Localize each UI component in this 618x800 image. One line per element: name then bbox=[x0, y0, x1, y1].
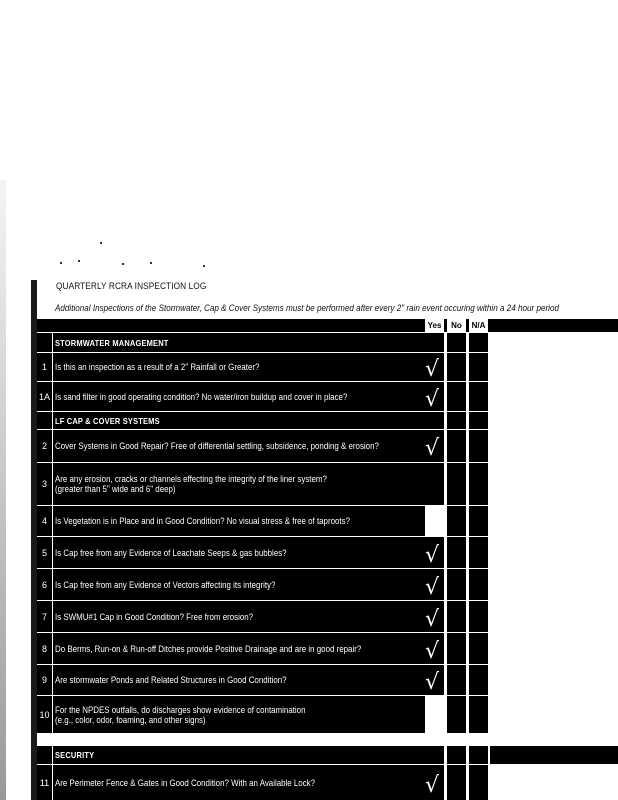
question-line: Is Cap free from any Evidence of Leachate Seeps & gas bubbles? bbox=[55, 547, 287, 558]
row-number: 6 bbox=[37, 569, 52, 600]
question-line-2: (e.g., color, odor, foaming, and other signs) bbox=[55, 714, 206, 725]
answer-cell-yes[interactable] bbox=[425, 746, 444, 764]
answer-cell-na[interactable] bbox=[469, 353, 488, 381]
blank-margin bbox=[490, 601, 618, 632]
blank-margin bbox=[490, 665, 618, 695]
question-text bbox=[53, 569, 427, 600]
row-number: 9 bbox=[37, 665, 52, 695]
table-row bbox=[37, 463, 618, 505]
answer-cell-na[interactable] bbox=[469, 506, 488, 536]
blank-margin bbox=[490, 537, 618, 568]
blank-margin bbox=[490, 333, 618, 352]
row-number: 4 bbox=[37, 506, 52, 536]
section-header bbox=[37, 333, 618, 352]
section-label: LF CAP & COVER SYSTEMS bbox=[55, 415, 160, 426]
check-mark-yes: √ bbox=[425, 386, 440, 412]
table-row bbox=[37, 633, 618, 664]
section-label: STORMWATER MANAGEMENT bbox=[55, 337, 169, 348]
table-row bbox=[37, 353, 618, 381]
table-row bbox=[37, 382, 618, 411]
question-line: Is Cap free from any Evidence of Vectors affecting its integrity? bbox=[55, 579, 276, 590]
question-text bbox=[53, 633, 427, 664]
blank-margin bbox=[490, 353, 618, 381]
row-number bbox=[37, 333, 52, 352]
check-mark-yes: √ bbox=[425, 542, 440, 568]
row-number bbox=[37, 412, 52, 429]
blank-margin bbox=[490, 412, 618, 429]
table-row bbox=[37, 569, 618, 600]
table-row bbox=[37, 506, 618, 536]
answer-cell-na[interactable] bbox=[469, 696, 488, 733]
question-line: Are any erosion, cracks or channels effecting the integrity of the liner system? bbox=[55, 474, 327, 484]
blank-margin bbox=[490, 633, 618, 664]
blank-margin bbox=[490, 569, 618, 600]
question-text bbox=[53, 506, 427, 536]
answer-cell-na[interactable] bbox=[469, 601, 488, 632]
row-number: 1 bbox=[37, 353, 52, 381]
section-header bbox=[37, 746, 618, 764]
blank-margin bbox=[490, 696, 618, 733]
column-no: No bbox=[447, 319, 466, 332]
answer-cell-yes[interactable] bbox=[425, 506, 444, 536]
answer-cell-no[interactable] bbox=[447, 412, 466, 429]
answer-cell-yes[interactable] bbox=[425, 412, 444, 429]
section-title bbox=[53, 333, 427, 352]
question-line: Are stormwater Ponds and Related Structures in Good Condition? bbox=[55, 675, 287, 685]
column-header-bar bbox=[37, 319, 618, 332]
question-text bbox=[53, 765, 427, 800]
answer-cell-no[interactable] bbox=[447, 382, 466, 411]
scan-specks bbox=[60, 236, 220, 276]
answer-cell-na[interactable] bbox=[469, 633, 488, 664]
row-number: 7 bbox=[37, 601, 52, 632]
question-line: Is sand filter in good operating condition? No water/iron buildup and cover in place? bbox=[55, 391, 348, 402]
question-line: Is Vegetation is in Place and in Good Condition? No visual stress & free of taproots? bbox=[55, 516, 350, 526]
check-mark-no: √ bbox=[449, 474, 464, 499]
table-row bbox=[37, 765, 618, 800]
answer-cell-no[interactable] bbox=[447, 430, 466, 462]
answer-cell-no[interactable] bbox=[447, 665, 466, 695]
answer-cell-no[interactable] bbox=[447, 353, 466, 381]
answer-cell-na[interactable] bbox=[469, 746, 488, 764]
question-text bbox=[53, 601, 427, 632]
answer-cell-no[interactable] bbox=[447, 765, 466, 800]
answer-cell-no[interactable] bbox=[447, 601, 466, 632]
answer-cell-na[interactable] bbox=[469, 537, 488, 568]
blank-margin bbox=[490, 765, 618, 800]
row-number: 1A bbox=[37, 382, 52, 411]
question-text bbox=[53, 382, 427, 411]
check-mark-yes: √ bbox=[425, 772, 440, 798]
answer-cell-yes[interactable] bbox=[425, 333, 444, 352]
blank-margin bbox=[490, 463, 618, 505]
table-row bbox=[37, 537, 618, 568]
answer-cell-no[interactable] bbox=[447, 333, 466, 352]
section-title bbox=[53, 746, 427, 764]
question-text bbox=[53, 696, 427, 733]
question-text bbox=[53, 463, 427, 505]
answer-cell-yes[interactable] bbox=[425, 463, 444, 505]
answer-cell-no[interactable] bbox=[447, 506, 466, 536]
inspection-note: Additional Inspections of the Stormwater, Cap & Cover Systems must be performed after every 2" rain event occuring within a 24 hour period bbox=[55, 303, 559, 313]
question-line: Do Berms, Run-on & Run-off Ditches provide Positive Drainage and are in good repair? bbox=[55, 643, 362, 654]
answer-cell-no[interactable] bbox=[447, 746, 466, 764]
question-line: For the NPDES outfalls, do discharges show evidence of contamination bbox=[55, 704, 306, 715]
answer-cell-na[interactable] bbox=[469, 765, 488, 800]
scan-edge-shadow bbox=[0, 180, 6, 800]
check-mark-yes: √ bbox=[425, 574, 440, 600]
row-number: 2 bbox=[37, 430, 52, 462]
row-number bbox=[37, 746, 52, 764]
answer-cell-no[interactable] bbox=[447, 633, 466, 664]
section-header bbox=[37, 412, 618, 429]
blank-margin bbox=[490, 506, 618, 536]
column-yes: Yes bbox=[425, 319, 444, 332]
check-mark-yes: √ bbox=[425, 606, 440, 632]
row-number: 10 bbox=[37, 696, 52, 733]
blank-margin bbox=[490, 746, 618, 764]
answer-cell-no[interactable] bbox=[447, 537, 466, 568]
answer-cell-na[interactable] bbox=[469, 382, 488, 411]
answer-cell-na[interactable] bbox=[469, 430, 488, 462]
blank-margin bbox=[490, 430, 618, 462]
table-row bbox=[37, 601, 618, 632]
check-mark-yes: √ bbox=[425, 357, 440, 382]
answer-cell-na[interactable] bbox=[469, 333, 488, 352]
answer-cell-na[interactable] bbox=[469, 665, 488, 695]
question-line: Cover Systems in Good Repair? Free of differential settling, subsidence, ponding & erosion? bbox=[55, 441, 379, 451]
check-mark-yes: √ bbox=[425, 670, 440, 695]
question-line: Is SWMU#1 Cap in Good Condition? Free from erosion? bbox=[55, 611, 254, 622]
question-line: Is this an inspection as a result of a 2" Rainfall or Greater? bbox=[55, 362, 260, 372]
table-row bbox=[37, 696, 618, 733]
question-line-2: (greater than 5" wide and 6" deep) bbox=[55, 484, 176, 494]
question-text bbox=[53, 665, 427, 695]
answer-cell-yes[interactable] bbox=[425, 696, 444, 733]
row-number: 8 bbox=[37, 633, 52, 664]
section-label: SECURITY bbox=[55, 750, 95, 760]
column-na: N/A bbox=[469, 319, 488, 332]
answer-cell-na[interactable] bbox=[469, 569, 488, 600]
question-text bbox=[53, 430, 427, 462]
log-title: QUARTERLY RCRA INSPECTION LOG bbox=[56, 281, 207, 291]
question-text bbox=[53, 353, 427, 381]
question-text bbox=[53, 537, 427, 568]
answer-cell-no[interactable] bbox=[447, 569, 466, 600]
check-mark-yes: √ bbox=[425, 436, 440, 461]
blank-margin bbox=[490, 382, 618, 411]
answer-cell-na[interactable] bbox=[469, 463, 488, 505]
section-title bbox=[53, 412, 427, 429]
row-number: 3 bbox=[37, 463, 52, 505]
question-line: Are Perimeter Fence & Gates in Good Condition? With an Available Lock? bbox=[55, 777, 316, 788]
check-mark-no: √ bbox=[449, 704, 464, 730]
check-mark-yes: √ bbox=[425, 638, 440, 664]
table-row bbox=[37, 430, 618, 462]
answer-cell-na[interactable] bbox=[469, 412, 488, 429]
row-number: 5 bbox=[37, 537, 52, 568]
row-number: 11 bbox=[37, 765, 52, 800]
table-row bbox=[37, 665, 618, 695]
